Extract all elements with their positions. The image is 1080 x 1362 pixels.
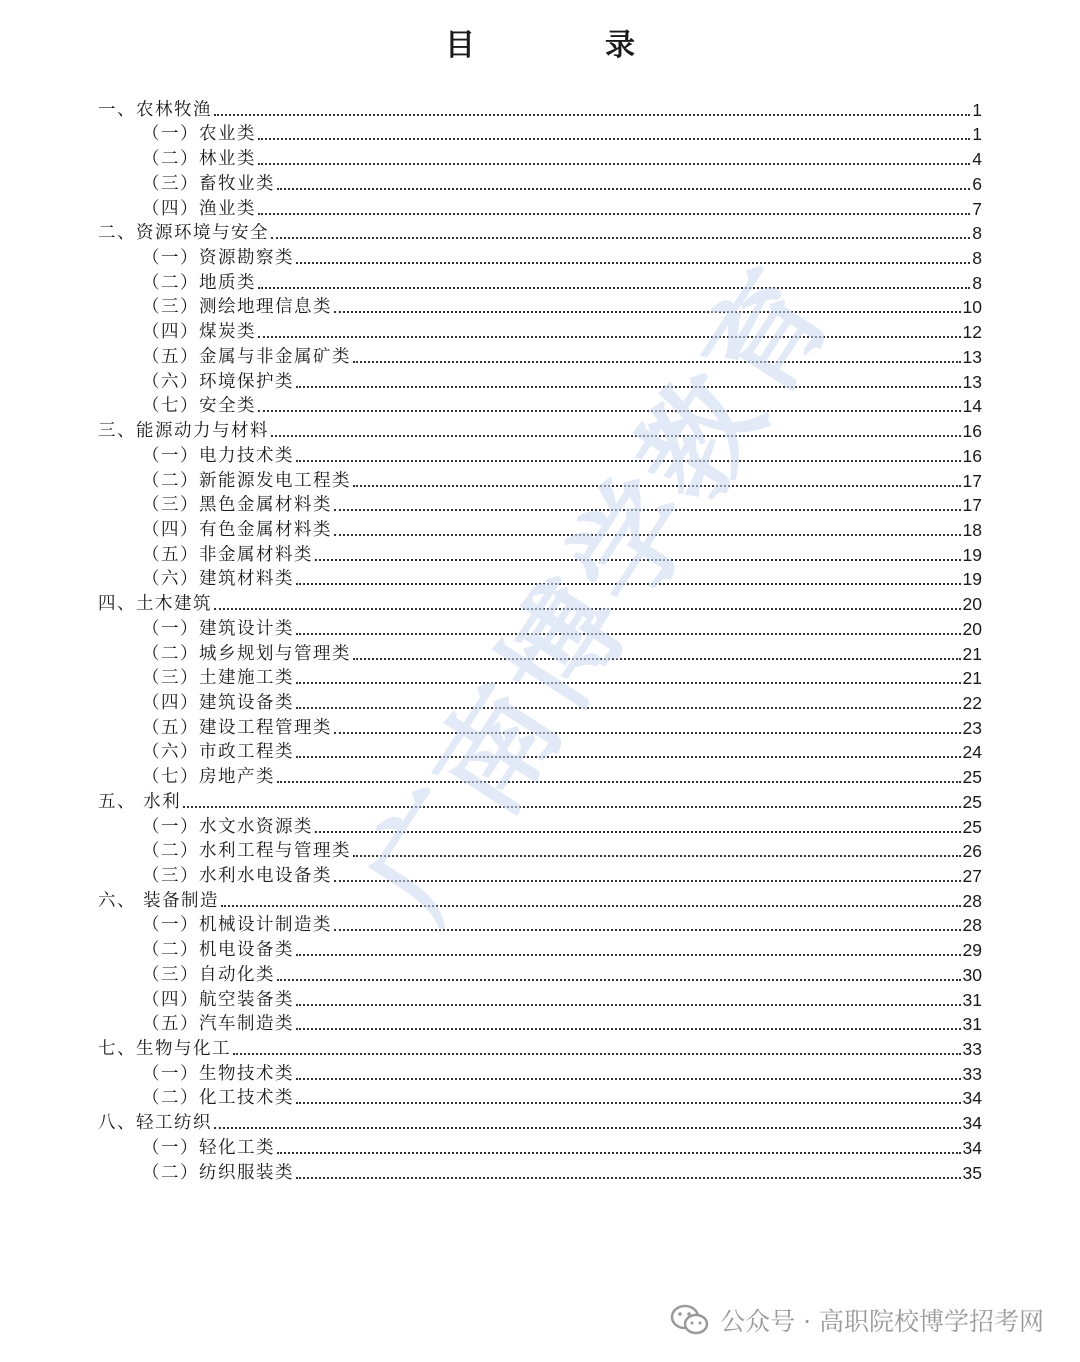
toc-entry-label: （二）机电设备类	[142, 940, 294, 961]
toc-page-number: 10	[962, 297, 982, 318]
toc-page-number: 4	[972, 149, 982, 170]
toc-page-number: 21	[962, 643, 982, 664]
toc-entry-label: （六）建筑材料类	[142, 569, 294, 590]
toc-entry[interactable]	[98, 468, 982, 493]
toc-page-number: 29	[962, 940, 982, 961]
toc-entry-label: （一）轻化工类	[142, 1137, 275, 1158]
wechat-icon	[670, 1303, 710, 1337]
toc-page-number: 34	[962, 1137, 982, 1158]
toc-entry-label: （一）生物技术类	[142, 1063, 294, 1084]
toc-entry-label: （一）建筑设计类	[142, 618, 294, 639]
toc-entry-label: 七、生物与化工	[98, 1039, 231, 1060]
toc-page-number: 30	[962, 964, 982, 985]
toc-dot-leader	[296, 954, 961, 956]
toc-page-number: 6	[972, 173, 982, 194]
toc-page-number: 8	[972, 272, 982, 293]
toc-entry-label: 三、能源动力与材料	[98, 421, 269, 442]
toc-entry-label: 一、农林牧渔	[98, 99, 212, 120]
toc-entry-label: （五）建设工程管理类	[142, 717, 332, 738]
toc-dot-leader	[258, 163, 970, 165]
toc-entry-label: （三）水利水电设备类	[142, 866, 332, 886]
toc-page-number: 8	[972, 248, 982, 269]
toc-dot-leader	[353, 855, 961, 857]
toc-page-number: 12	[962, 322, 982, 343]
toc-entry-label: （二）城乡规划与管理类	[142, 643, 351, 664]
toc-page-number: 24	[962, 742, 982, 763]
toc-dot-leader	[258, 138, 970, 140]
toc-entry[interactable]	[98, 740, 982, 765]
toc-entry[interactable]	[98, 196, 982, 221]
toc-entry[interactable]	[98, 814, 982, 839]
toc-page-number: 35	[962, 1162, 982, 1183]
toc-page-number: 26	[962, 841, 982, 862]
toc-dot-leader	[334, 311, 961, 313]
toc-dot-leader	[277, 1152, 961, 1154]
toc-entry[interactable]	[98, 394, 982, 419]
toc-dot-leader	[334, 534, 961, 536]
toc-dot-leader	[277, 188, 970, 190]
toc-page-number: 14	[962, 396, 982, 417]
toc-entry-label: （六）环境保护类	[142, 371, 294, 392]
toc-entry-label: 五、 水利	[98, 791, 182, 812]
toc-entry[interactable]	[98, 122, 982, 147]
page-title: 目 录	[445, 28, 685, 63]
toc-page-number: 1	[972, 124, 982, 145]
toc-dot-leader	[334, 509, 961, 511]
toc-entry-label: （一）电力技术类	[142, 445, 294, 466]
toc-dot-leader	[315, 559, 961, 561]
toc-dot-leader	[296, 583, 961, 585]
toc-entry-label: （七）房地产类	[142, 767, 275, 788]
toc-entry[interactable]	[98, 913, 982, 938]
toc-page-number: 31	[962, 1014, 982, 1035]
toc-page-number: 28	[962, 915, 982, 936]
toc-dot-leader	[334, 880, 961, 882]
toc-dot-leader	[334, 732, 961, 734]
toc-entry-label: （二）新能源发电工程类	[142, 470, 351, 491]
toc-page-number: 31	[962, 989, 982, 1010]
toc-dot-leader	[296, 1177, 961, 1179]
toc-entry[interactable]	[98, 493, 982, 518]
toc-page-number: 20	[962, 594, 982, 615]
toc-entry[interactable]	[98, 369, 982, 394]
toc-entry[interactable]	[98, 666, 982, 691]
toc-entry[interactable]	[98, 888, 982, 913]
toc-entry[interactable]	[98, 1160, 982, 1185]
toc-entry[interactable]	[98, 270, 982, 295]
toc-dot-leader	[353, 485, 961, 487]
toc-entry[interactable]	[98, 1086, 982, 1111]
toc-entry-label: （三）黑色金属材料类	[142, 495, 332, 516]
toc-entry[interactable]	[98, 1061, 982, 1086]
toc-entry[interactable]	[98, 97, 982, 122]
footer-brand-text: 公众号 · 高职院校博学招考网	[720, 1307, 1044, 1336]
toc-entry[interactable]	[98, 1110, 982, 1135]
toc-dot-leader	[315, 831, 961, 833]
toc-dot-leader	[258, 287, 970, 289]
toc-entry[interactable]	[98, 542, 982, 567]
toc-entry[interactable]	[98, 962, 982, 987]
toc-dot-leader	[353, 361, 961, 363]
toc-dot-leader	[258, 410, 961, 412]
toc-dot-leader	[258, 336, 961, 338]
toc-page-number: 33	[962, 1039, 982, 1060]
toc-dot-leader	[271, 435, 961, 437]
toc-entry-label: （三）自动化类	[142, 964, 275, 985]
toc-page-number: 13	[962, 346, 982, 367]
toc-entry[interactable]	[98, 221, 982, 246]
toc-dot-leader	[296, 1028, 961, 1030]
toc-dot-leader	[214, 114, 970, 116]
toc-entry[interactable]	[98, 690, 982, 715]
toc-page-number: 18	[962, 519, 982, 540]
toc-entry-label: （三）土建施工类	[142, 668, 294, 689]
toc-entry[interactable]	[98, 319, 982, 344]
toc-entry-label: （一）资源勘察类	[142, 248, 294, 269]
toc-dot-leader	[214, 608, 961, 610]
toc-entry-label: 六、 装备制造	[98, 890, 220, 911]
toc-dot-leader	[233, 1053, 961, 1055]
toc-entry-label: （一）水文水资源类	[142, 816, 313, 837]
toc-page-number: 1	[972, 99, 982, 120]
footer-brand[interactable]	[670, 1298, 1044, 1342]
toc-dot-leader	[183, 806, 960, 808]
toc-dot-leader	[221, 905, 960, 907]
toc-entry[interactable]	[98, 1036, 982, 1061]
toc-entry[interactable]	[98, 591, 982, 616]
toc-entry-label: （一）机械设计制造类	[142, 915, 332, 936]
toc-page-number: 19	[962, 544, 982, 565]
toc-entry-label: （一）农业类	[142, 124, 256, 145]
toc-entry-label: （二）纺织服装类	[142, 1162, 294, 1183]
toc-entry[interactable]	[98, 443, 982, 468]
toc-page-number: 16	[962, 421, 982, 442]
toc-entry[interactable]	[98, 171, 982, 196]
toc-dot-leader	[296, 633, 961, 635]
toc-entry[interactable]	[98, 245, 982, 270]
watermark: 广南博学教育	[339, 242, 861, 942]
toc-page-number: 19	[962, 569, 982, 590]
toc-entry-label: （五）非金属材料类	[142, 544, 313, 565]
toc-entry[interactable]	[98, 344, 982, 369]
toc-dot-leader	[296, 460, 961, 462]
toc-dot-leader	[296, 707, 961, 709]
toc-entry[interactable]	[98, 641, 982, 666]
toc-page-number: 21	[962, 668, 982, 689]
toc-dot-leader	[296, 1004, 961, 1006]
toc-entry[interactable]	[98, 1135, 982, 1160]
toc-dot-leader	[296, 682, 961, 684]
toc-entry-label: 八、轻工纺织	[98, 1113, 212, 1134]
toc-dot-leader	[277, 979, 961, 981]
toc-page-number: 27	[962, 866, 982, 886]
toc-page-number: 17	[962, 495, 982, 516]
toc-entry-label: （二）水利工程与管理类	[142, 841, 351, 862]
toc-entry-label: （四）建筑设备类	[142, 692, 294, 713]
toc-entry[interactable]	[98, 715, 982, 740]
toc-entry-label: （七）安全类	[142, 396, 256, 417]
toc-entry[interactable]	[98, 937, 982, 962]
toc-page-number: 17	[962, 470, 982, 491]
toc-page-number: 25	[962, 791, 982, 812]
toc-page-number: 23	[962, 717, 982, 738]
toc-entry-label: （六）市政工程类	[142, 742, 294, 763]
toc-entry-label: （四）航空装备类	[142, 989, 294, 1010]
toc-dot-leader	[296, 262, 970, 264]
table-of-contents	[98, 97, 982, 1185]
toc-entry-label: （二）地质类	[142, 272, 256, 293]
toc-entry[interactable]	[98, 418, 982, 443]
toc-page-number: 7	[972, 198, 982, 219]
toc-dot-leader	[214, 1127, 961, 1129]
toc-page-number: 34	[962, 1088, 982, 1109]
toc-entry-label: 二、资源环境与安全	[98, 223, 269, 244]
toc-dot-leader	[334, 929, 961, 931]
toc-entry-label: （二）化工技术类	[142, 1088, 294, 1109]
toc-page-number: 8	[972, 223, 982, 244]
toc-entry-label: 四、土木建筑	[98, 594, 212, 615]
toc-entry-label: （五）金属与非金属矿类	[142, 346, 351, 367]
toc-entry-label: （四）有色金属材料类	[142, 519, 332, 540]
toc-page-number: 28	[962, 890, 982, 911]
toc-page-number: 33	[962, 1063, 982, 1084]
toc-entry[interactable]	[98, 987, 982, 1012]
toc-entry-label: （二）林业类	[142, 149, 256, 170]
toc-dot-leader	[296, 1078, 961, 1080]
toc-dot-leader	[258, 213, 970, 215]
toc-page-number: 25	[962, 816, 982, 837]
toc-entry[interactable]	[98, 1012, 982, 1037]
toc-page-number: 25	[962, 767, 982, 788]
toc-entry-label: （四）煤炭类	[142, 322, 256, 343]
toc-entry[interactable]	[98, 616, 982, 641]
toc-entry[interactable]	[98, 517, 982, 542]
toc-dot-leader	[271, 237, 970, 239]
toc-entry[interactable]	[98, 839, 982, 864]
toc-entry-label: （三）畜牧业类	[142, 173, 275, 194]
toc-dot-leader	[277, 781, 961, 783]
toc-page-number: 16	[962, 445, 982, 466]
toc-entry[interactable]	[98, 146, 982, 171]
toc-entry[interactable]	[98, 295, 982, 320]
toc-page-number: 22	[962, 692, 982, 713]
toc-entry[interactable]	[98, 789, 982, 814]
toc-entry-label: （三）测绘地理信息类	[142, 297, 332, 318]
toc-dot-leader	[296, 756, 961, 758]
toc-entry[interactable]	[98, 863, 982, 888]
toc-entry-label: （四）渔业类	[142, 198, 256, 219]
toc-entry-label: （五）汽车制造类	[142, 1014, 294, 1035]
toc-dot-leader	[296, 1102, 961, 1104]
toc-entry[interactable]	[98, 764, 982, 789]
toc-page-number: 34	[962, 1113, 982, 1134]
toc-page-number: 13	[962, 371, 982, 392]
toc-dot-leader	[353, 658, 961, 660]
toc-dot-leader	[296, 386, 961, 388]
toc-page-number: 20	[962, 618, 982, 639]
toc-entry[interactable]	[98, 567, 982, 592]
